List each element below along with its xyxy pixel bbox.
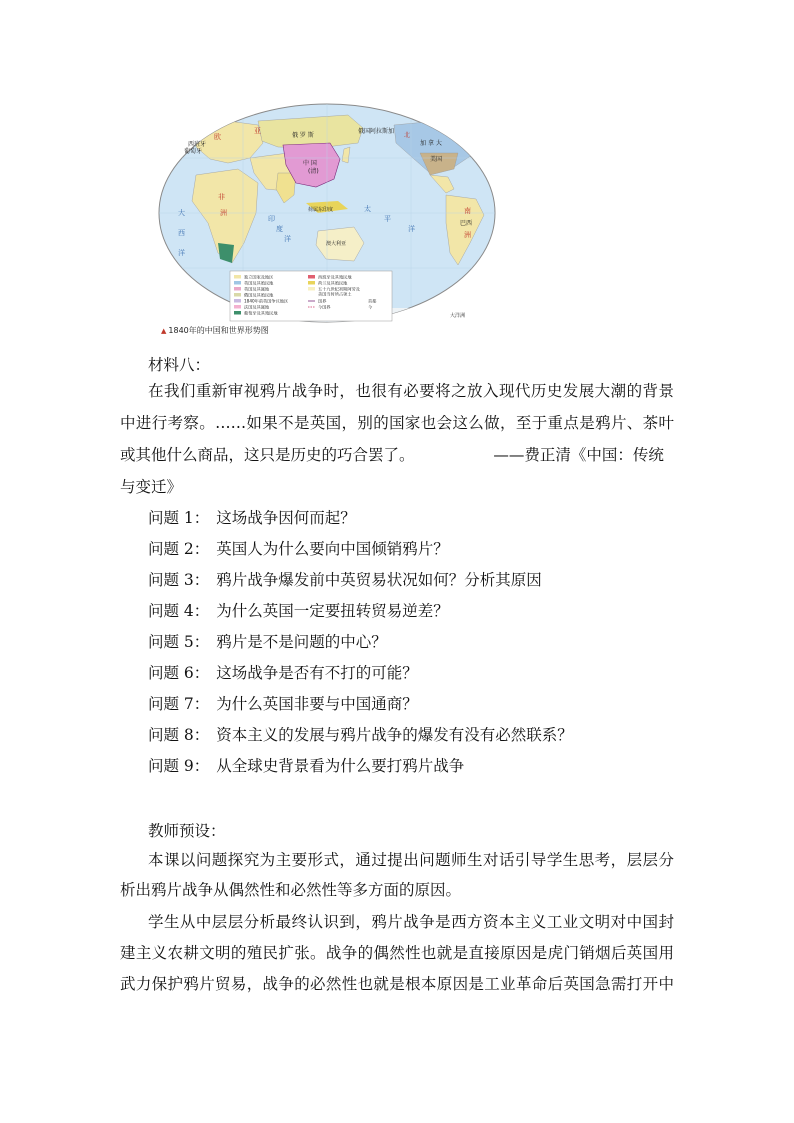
question-4: 问题 4： 为什么英国一定要扭转贸易逆差？ — [148, 602, 449, 620]
map-label-pac2: 平 — [384, 215, 391, 223]
question-6: 问题 6： 这场战争是否有不打的可能？ — [148, 664, 418, 682]
map-label-sa3: 洲 — [464, 231, 471, 239]
question-8: 问题 8： 资本主义的发展与鸦片战争的爆发有没有必然联系？ — [148, 726, 573, 744]
map-label-asia: 亚 — [254, 127, 261, 135]
map-greenland — [478, 113, 496, 133]
svg-text:今: 今 — [368, 304, 373, 310]
teacher-para2-line-2: 建主义农耕文明的殖民扩张。战争的偶然性也就是直接原因是虎门销烟后英国用 — [120, 944, 674, 962]
svg-text:英国及其殖民地: 英国及其殖民地 — [244, 280, 274, 286]
map-label-africa1: 非 — [218, 193, 225, 201]
map-label-io3: 洋 — [284, 235, 291, 243]
question-9: 问题 9： 从全球史背景看为什么要打鸦片战争 — [148, 757, 465, 775]
svg-text:葡萄牙及其殖民地: 葡萄牙及其殖民地 — [244, 310, 278, 316]
material-line-3: 或其他什么商品，这只是历史的巧合罢了。 ——费正清《中国：传统 — [120, 446, 664, 464]
map-label-australia: 澳大利亚 — [326, 241, 347, 247]
map-label-na1: 北 — [404, 132, 411, 139]
map-label-io2: 度 — [276, 225, 283, 233]
map-label-africa2: 洲 — [220, 209, 227, 217]
map-label-pac3: 洋 — [408, 225, 415, 233]
question-2: 问题 2： 英国人为什么要向中国倾销鸦片？ — [148, 540, 449, 558]
map-label-spain: 西班牙 — [188, 141, 207, 148]
map-label-canada: 加 拿 大 — [420, 140, 442, 147]
material-line-4: 与变迁》 — [120, 478, 183, 496]
teacher-heading: 教师预设： — [148, 822, 226, 840]
map-label-china-qing: (清) — [308, 168, 319, 175]
map-label-atl1: 大 — [178, 209, 185, 217]
svg-text:国界: 国界 — [318, 298, 327, 304]
map-label-atl2: 西 — [178, 229, 185, 237]
question-3: 问题 3： 鸦片战争爆发前中英贸易状况如何？分析其原因 — [148, 571, 542, 589]
map-caption: ▲ 1840年的中国和世界形势图 — [161, 326, 269, 335]
map-label-alaska: 俄国阿拉斯加 — [358, 128, 395, 135]
question-1: 问题 1： 这场战争因何而起？ — [148, 509, 356, 527]
material-line-2: 中进行考察。……如果不是英国，别的国家也会这么做，至于重点是鸦片、茶叶 — [120, 414, 674, 432]
map-label-usa: 美国 — [430, 156, 443, 163]
svg-text:英国及其属地: 英国及其属地 — [244, 286, 270, 292]
svg-text:西班牙及其殖民地: 西班牙及其殖民地 — [318, 274, 352, 280]
svg-text:荷兰及其殖民地: 荷兰及其殖民地 — [318, 280, 348, 286]
map-label-china: 中 国 — [303, 160, 317, 167]
material-line-1: 在我们重新审视鸦片战争时，也很有必要将之放入现代历史发展大潮的背景 — [148, 382, 674, 400]
teacher-para2-line-3: 武力保护鸦片贸易，战争的必然性也就是根本原因是工业革命后英国急需打开中 — [120, 975, 674, 993]
world-map-1840 — [158, 103, 496, 325]
map-label-brazil: 巴西 — [460, 220, 473, 227]
svg-text:独立国家及地区: 独立国家及地区 — [244, 274, 274, 280]
map-label-dutch-indies: 荷属东印度 — [308, 207, 334, 213]
svg-text:1840年前英国争议地区: 1840年前英国争议地区 — [244, 298, 289, 304]
caption-triangle-icon: ▲ — [161, 327, 167, 335]
question-7: 问题 7： 为什么英国非要与中国通商？ — [148, 695, 418, 713]
teacher-para2-line-1: 学生从中层层分析最终认识到，鸦片战争是西方资本主义工业文明对中国封 — [148, 913, 674, 931]
map-label-pac1: 太 — [364, 205, 371, 213]
svg-text:美国当时所占领土: 美国当时所占领土 — [318, 291, 352, 297]
svg-text:俄国及其殖民地: 俄国及其殖民地 — [244, 292, 274, 298]
map-label-europe: 欧 — [214, 133, 221, 141]
svg-text:今国界: 今国界 — [318, 304, 331, 310]
map-legend — [230, 271, 392, 321]
map-label-dayangzhou: 大洋洲 — [450, 313, 466, 319]
teacher-para1-line-1: 本课以问题探究为主要形式，通过提出问题师生对话引导学生思考，层层分 — [148, 851, 674, 869]
question-5: 问题 5： 鸦片是不是问题的中心？ — [148, 633, 387, 651]
map-label-atl3: 洋 — [178, 249, 185, 257]
map-label-sa1: 南 — [464, 207, 471, 215]
svg-text:法国及其属地: 法国及其属地 — [244, 304, 270, 310]
material-heading: 材料八： — [148, 356, 211, 374]
map-label-portugal: 葡萄牙 — [184, 148, 203, 155]
svg-text:五十九世纪初期阿劳及: 五十九世纪初期阿劳及 — [318, 286, 360, 292]
map-label-russia: 俄 罗 斯 — [292, 132, 314, 139]
svg-text:首都: 首都 — [368, 298, 377, 304]
map-label-io1: 印 — [268, 215, 275, 223]
teacher-para1-line-2: 析出鸦片战争从偶然性和必然性等多方面的原因。 — [120, 881, 462, 899]
